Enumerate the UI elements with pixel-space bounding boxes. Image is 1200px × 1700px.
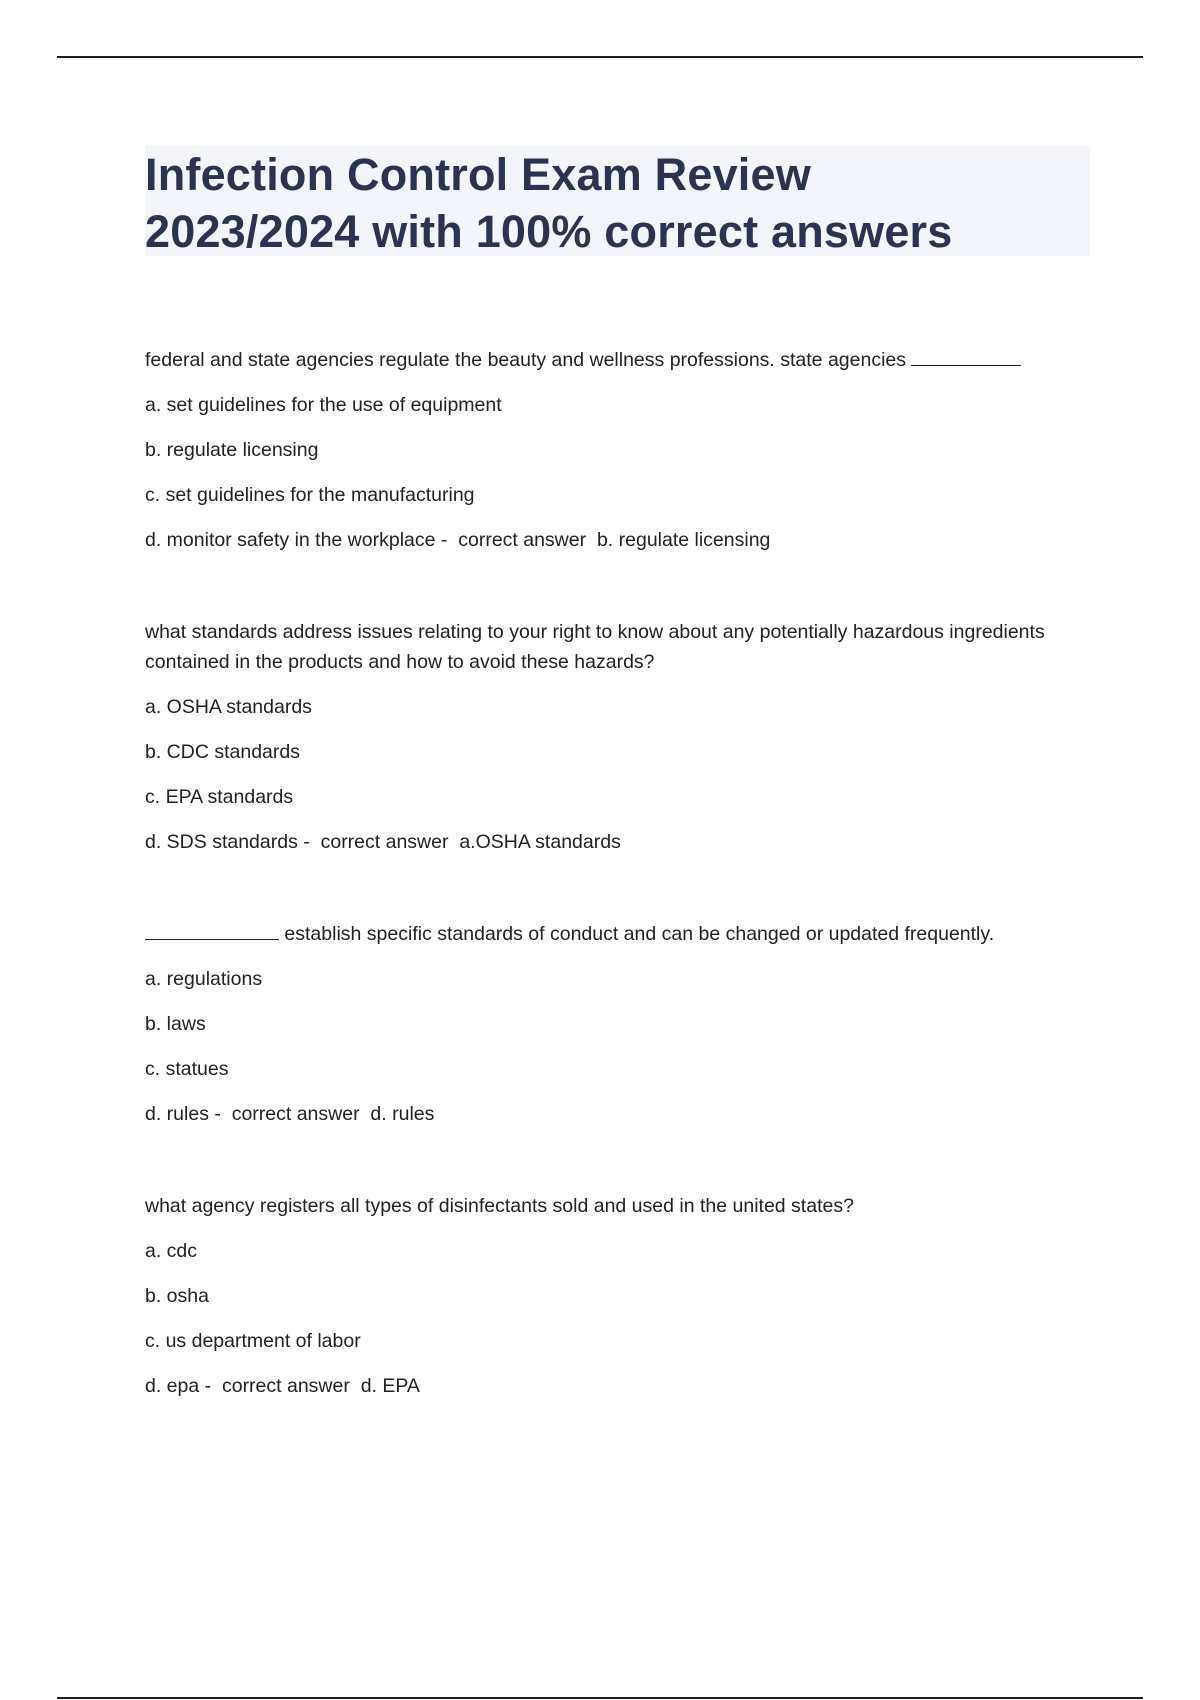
title-line-2: 2023/2024 with 100% correct answers bbox=[145, 206, 953, 257]
answer-option: b. osha bbox=[145, 1285, 209, 1307]
correct-answer-label: correct answer bbox=[221, 1375, 350, 1397]
answer-option-with-key: d. monitor safety in the workplace - correct answer b. regulate licensing bbox=[145, 529, 771, 551]
answer-option: a. OSHA standards bbox=[145, 696, 312, 718]
document-title bbox=[145, 146, 1090, 256]
title-line-1: Infection Control Exam Review bbox=[145, 149, 811, 200]
answer-blank bbox=[145, 919, 279, 940]
question-text: establish specific standards of conduct and can be changed or updated frequently. bbox=[145, 919, 1095, 949]
answer-option: c. statues bbox=[145, 1058, 229, 1080]
question-list bbox=[145, 345, 1095, 1401]
correct-answer-value: a.OSHA standards bbox=[459, 831, 621, 853]
question-block bbox=[145, 919, 1095, 1129]
question-text: federal and state agencies regulate the beauty and wellness professions. state agencies bbox=[145, 345, 1095, 375]
question-block bbox=[145, 345, 1095, 555]
answer-blank bbox=[911, 345, 1021, 366]
answer-option: b. laws bbox=[145, 1013, 206, 1035]
answer-option: c. us department of labor bbox=[145, 1330, 361, 1352]
answer-option: a. set guidelines for the use of equipment bbox=[145, 394, 502, 416]
question-block bbox=[145, 617, 1095, 857]
answer-option: c. set guidelines for the manufacturing bbox=[145, 484, 475, 506]
answer-option: a. cdc bbox=[145, 1240, 198, 1262]
answer-option: b. CDC standards bbox=[145, 741, 300, 763]
correct-answer-value: d. rules bbox=[370, 1103, 435, 1125]
correct-answer-value: b. regulate licensing bbox=[596, 529, 771, 551]
question-text: what standards address issues relating to your right to know about any potentially hazardous ingredients contained in the products and how to avoid these hazards? bbox=[145, 621, 1045, 673]
question-text: what agency registers all types of disinfectants sold and used in the united states? bbox=[145, 1195, 854, 1217]
correct-answer-label: correct answer bbox=[458, 529, 587, 551]
footer-rule bbox=[57, 1697, 1143, 1699]
header-rule bbox=[57, 56, 1143, 58]
question-block bbox=[145, 1191, 1095, 1401]
correct-answer-label: correct answer bbox=[231, 1103, 360, 1125]
correct-answer-label: correct answer bbox=[320, 831, 449, 853]
answer-option-with-key: d. SDS standards - correct answer a.OSHA standards bbox=[145, 831, 621, 853]
answer-option: b. regulate licensing bbox=[145, 439, 319, 461]
answer-option-with-key: d. epa - correct answer d. EPA bbox=[145, 1375, 420, 1397]
answer-option: c. EPA standards bbox=[145, 786, 294, 808]
correct-answer-value: d. EPA bbox=[360, 1375, 420, 1397]
answer-option: a. regulations bbox=[145, 968, 263, 990]
answer-option-with-key: d. rules - correct answer d. rules bbox=[145, 1103, 435, 1125]
